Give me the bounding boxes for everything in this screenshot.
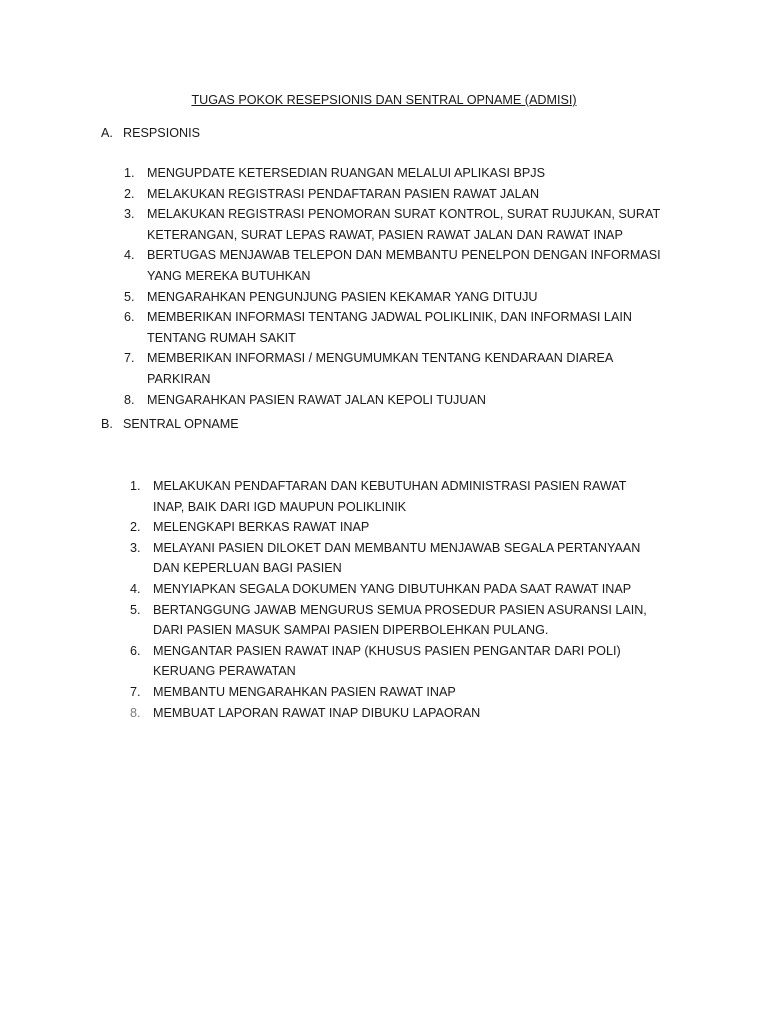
section-a-heading <box>101 126 200 140</box>
list-item <box>130 538 650 579</box>
item-text: MEMBANTU MENGARAHKAN PASIEN RAWAT INAP <box>153 684 456 699</box>
item-text: MELAKUKAN REGISTRASI PENDAFTARAN PASIEN RAWAT JALAN <box>147 186 540 201</box>
item-text: MELAKUKAN REGISTRASI PENOMORAN SURAT KONTROL, SURAT RUJUKAN, SURAT KETERANGAN, SURAT LEPAS RAWAT, PASIEN RAWAT JALAN DAN RAWAT INAP <box>147 207 660 242</box>
item-text: MENGUPDATE KETERSEDIAN RUANGAN MELALUI APLIKASI BPJS <box>147 166 545 180</box>
item-text: MEMBERIKAN INFORMASI TENTANG JADWAL POLIKLINIK, DAN INFORMASI LAIN TENTANG RUMAH SAKIT <box>147 310 632 345</box>
item-text: MENGARAHKAN PASIEN RAWAT JALAN KEPOLI TUJUAN <box>147 392 486 407</box>
item-number: 6. <box>130 643 141 658</box>
section-a-letter: A. <box>101 126 113 140</box>
item-number: 2. <box>130 520 141 535</box>
section-b-heading <box>101 417 239 431</box>
item-number: 7. <box>130 684 141 699</box>
item-number: 8. <box>124 392 135 407</box>
item-number: 2. <box>124 186 135 201</box>
list-item <box>124 390 664 411</box>
item-text: MELAKUKAN PENDAFTARAN DAN KEBUTUHAN ADMINISTRASI PASIEN RAWAT INAP, BAIK DARI IGD MAUPUN POLIKLINIK <box>153 479 627 514</box>
list-item <box>130 703 650 724</box>
item-number: 4. <box>124 248 135 263</box>
item-number: 7. <box>124 351 135 366</box>
list-item <box>124 184 664 205</box>
item-number: 3. <box>124 207 135 222</box>
list-item <box>130 579 650 600</box>
item-number: 1. <box>130 479 141 493</box>
section-b-title: SENTRAL OPNAME <box>123 417 239 431</box>
section-a-list <box>124 163 664 410</box>
page-title: TUGAS POKOK RESEPSIONIS DAN SENTRAL OPNAME (ADMISI) <box>191 93 577 107</box>
section-a-title: RESPSIONIS <box>123 126 200 140</box>
item-text: MEMBERIKAN INFORMASI / MENGUMUMKAN TENTANG KENDARAAN DIAREA PARKIRAN <box>147 351 613 386</box>
list-item <box>124 163 664 184</box>
item-number: 5. <box>124 289 135 304</box>
item-text: MENGARAHKAN PENGUNJUNG PASIEN KEKAMAR YANG DITUJU <box>147 289 538 304</box>
list-item <box>124 307 664 348</box>
item-text: BERTANGGUNG JAWAB MENGURUS SEMUA PROSEDUR PASIEN ASURANSI LAIN, DARI PASIEN MASUK SAMPAI PASIEN DIPERBOLEHKAN PULANG. <box>153 602 647 638</box>
item-text: BERTUGAS MENJAWAB TELEPON DAN MEMBANTU PENELPON DENGAN INFORMASI YANG MEREKA BUTUHKAN <box>147 248 661 283</box>
item-text: MEMBUAT LAPORAN RAWAT INAP DIBUKU LAPAORAN <box>153 705 481 720</box>
list-item <box>124 245 664 286</box>
item-number: 6. <box>124 310 135 325</box>
list-item <box>130 682 650 703</box>
list-item <box>124 287 664 308</box>
item-text: MENGANTAR PASIEN RAWAT INAP (KHUSUS PASIEN PENGANTAR DARI POLI) KERUANG PERAWATAN <box>153 643 621 679</box>
list-item <box>124 204 664 245</box>
list-item <box>124 348 664 389</box>
item-number: 4. <box>130 581 141 596</box>
list-item <box>130 476 650 517</box>
list-item <box>130 600 650 641</box>
item-number: 8. <box>130 705 141 720</box>
list-item <box>130 641 650 682</box>
section-b-letter: B. <box>101 417 113 431</box>
section-b-list <box>130 476 650 723</box>
list-item <box>130 517 650 538</box>
item-text: MENYIAPKAN SEGALA DOKUMEN YANG DIBUTUHKAN PADA SAAT RAWAT INAP <box>153 581 632 596</box>
item-number: 5. <box>130 602 141 617</box>
item-text: MELAYANI PASIEN DILOKET DAN MEMBANTU MENJAWAB SEGALA PERTANYAAN DAN KEPERLUAN BAGI PASIEN <box>153 540 641 576</box>
item-number: 3. <box>130 540 141 555</box>
item-number: 1. <box>124 166 135 180</box>
item-text: MELENGKAPI BERKAS RAWAT INAP <box>153 520 370 535</box>
